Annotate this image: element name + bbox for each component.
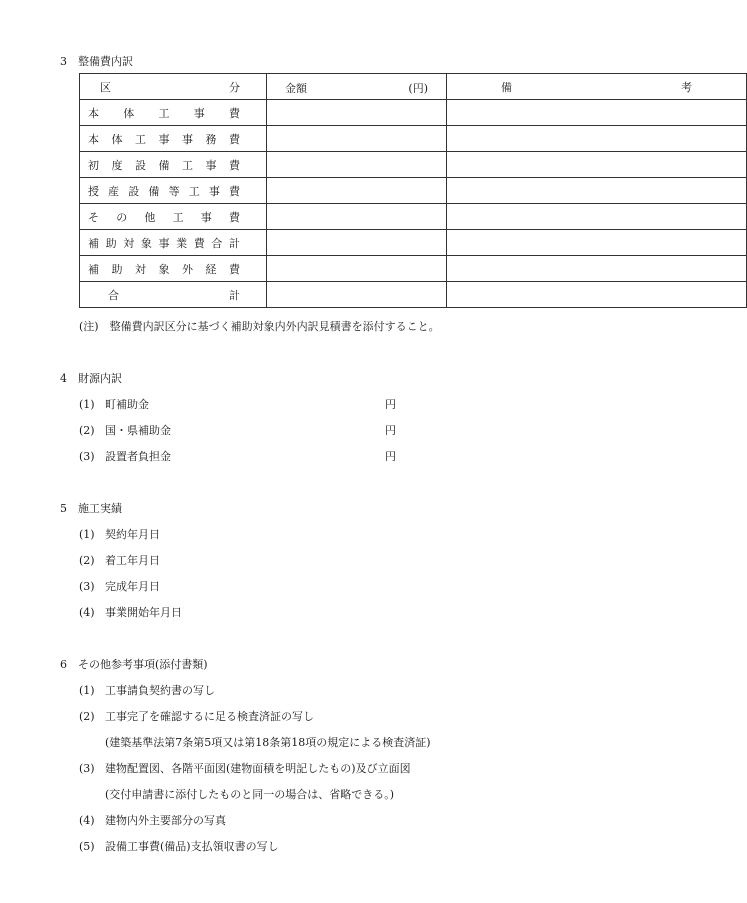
list-item bbox=[79, 422, 171, 438]
list-item bbox=[79, 396, 149, 412]
row-category: 本体工事事務費 bbox=[80, 126, 267, 152]
list-item bbox=[79, 812, 226, 828]
item-number: (1) bbox=[79, 684, 95, 697]
row-category: その他工事費 bbox=[80, 204, 267, 230]
remarks-cell[interactable] bbox=[447, 230, 747, 256]
item-label: 事業開始年月日 bbox=[105, 606, 182, 619]
section-5-title: 施工実績 bbox=[78, 502, 122, 515]
yen-unit: 円 bbox=[385, 450, 396, 463]
amount-cell[interactable] bbox=[267, 282, 447, 308]
section-6-number: 6 bbox=[60, 658, 67, 671]
list-item bbox=[79, 552, 160, 568]
item-sub-note: (交付申請書に添付したものと同一の場合は、省略できる。) bbox=[105, 788, 395, 801]
item-label: 設備工事費(備品)支払領収書の写し bbox=[105, 840, 279, 853]
cost-breakdown-table bbox=[79, 73, 747, 308]
list-item bbox=[79, 578, 160, 594]
table-row bbox=[80, 152, 747, 178]
row-category: 初度設備工事費 bbox=[80, 152, 267, 178]
item-label: 契約年月日 bbox=[105, 528, 160, 541]
row-category: 本体工事費 bbox=[80, 100, 267, 126]
item-number: (3) bbox=[79, 450, 95, 463]
amount-cell[interactable] bbox=[267, 126, 447, 152]
remarks-cell[interactable] bbox=[447, 178, 747, 204]
header-biko: 備考 bbox=[447, 74, 747, 100]
header-amount bbox=[267, 74, 447, 100]
list-item bbox=[79, 526, 160, 542]
table-row bbox=[80, 256, 747, 282]
item-label: 建物内外主要部分の写真 bbox=[105, 814, 226, 827]
list-item bbox=[79, 604, 182, 620]
section-6-title: その他参考事項(添付書類) bbox=[78, 658, 208, 671]
table-row bbox=[80, 204, 747, 230]
header-kubun: 区分 bbox=[80, 74, 267, 100]
amount-cell[interactable] bbox=[267, 152, 447, 178]
item-number: (2) bbox=[79, 424, 95, 437]
table-row bbox=[80, 230, 747, 256]
header-amount-label: 金額 bbox=[285, 82, 307, 95]
section-6-heading bbox=[60, 656, 208, 672]
item-number: (4) bbox=[79, 606, 95, 619]
row-category: 授産設備等工事費 bbox=[80, 178, 267, 204]
amount-cell[interactable] bbox=[267, 178, 447, 204]
list-item bbox=[79, 760, 411, 776]
list-item bbox=[79, 682, 215, 698]
section-3-number: 3 bbox=[60, 55, 67, 68]
amount-cell[interactable] bbox=[267, 256, 447, 282]
item-number: (2) bbox=[79, 710, 95, 723]
item-number: (5) bbox=[79, 840, 95, 853]
table-row bbox=[80, 178, 747, 204]
row-category-total: 合計 bbox=[80, 282, 267, 308]
header-amount-unit: (円) bbox=[408, 82, 428, 95]
remarks-cell[interactable] bbox=[447, 152, 747, 178]
table-total-row bbox=[80, 282, 747, 308]
amount-cell[interactable] bbox=[267, 230, 447, 256]
item-label: 着工年月日 bbox=[105, 554, 160, 567]
item-number: (4) bbox=[79, 814, 95, 827]
item-number: (1) bbox=[79, 398, 95, 411]
section-4-number: 4 bbox=[60, 372, 67, 385]
section-4-title: 財源内訳 bbox=[78, 372, 122, 385]
item-number: (1) bbox=[79, 528, 95, 541]
list-item bbox=[79, 448, 171, 464]
section-5-number: 5 bbox=[60, 502, 67, 515]
list-item bbox=[79, 708, 314, 724]
section-4-heading bbox=[60, 370, 122, 386]
item-label: 設置者負担金 bbox=[105, 450, 171, 463]
remarks-cell[interactable] bbox=[447, 126, 747, 152]
item-label: 町補助金 bbox=[105, 398, 149, 411]
item-number: (3) bbox=[79, 762, 95, 775]
list-item bbox=[79, 838, 279, 854]
section-5-heading bbox=[60, 500, 122, 516]
item-number: (2) bbox=[79, 554, 95, 567]
item-number: (3) bbox=[79, 580, 95, 593]
amount-cell[interactable] bbox=[267, 204, 447, 230]
item-label: 工事完了を確認するに足る検査済証の写し bbox=[105, 710, 314, 723]
remarks-cell[interactable] bbox=[447, 100, 747, 126]
remarks-cell[interactable] bbox=[447, 282, 747, 308]
section-3-title: 整備費内訳 bbox=[78, 55, 133, 68]
remarks-cell[interactable] bbox=[447, 256, 747, 282]
item-label: 国・県補助金 bbox=[105, 424, 171, 437]
amount-cell[interactable] bbox=[267, 100, 447, 126]
item-label: 完成年月日 bbox=[105, 580, 160, 593]
row-category: 補助対象外経費 bbox=[80, 256, 267, 282]
table-header-row bbox=[80, 74, 747, 100]
table-row bbox=[80, 126, 747, 152]
item-sub-note: (建築基準法第7条第5項又は第18条第18項の規定による検査済証) bbox=[105, 736, 431, 749]
table-row bbox=[80, 100, 747, 126]
table-note: (注) 整備費内訳区分に基づく補助対象内外内訳見積書を添付すること。 bbox=[79, 320, 440, 333]
yen-unit: 円 bbox=[385, 424, 396, 437]
row-category: 補助対象事業費合計 bbox=[80, 230, 267, 256]
remarks-cell[interactable] bbox=[447, 204, 747, 230]
item-label: 工事請負契約書の写し bbox=[105, 684, 215, 697]
yen-unit: 円 bbox=[385, 398, 396, 411]
section-3-heading bbox=[60, 53, 133, 69]
item-label: 建物配置図、各階平面図(建物面積を明記したもの)及び立面図 bbox=[105, 762, 411, 775]
